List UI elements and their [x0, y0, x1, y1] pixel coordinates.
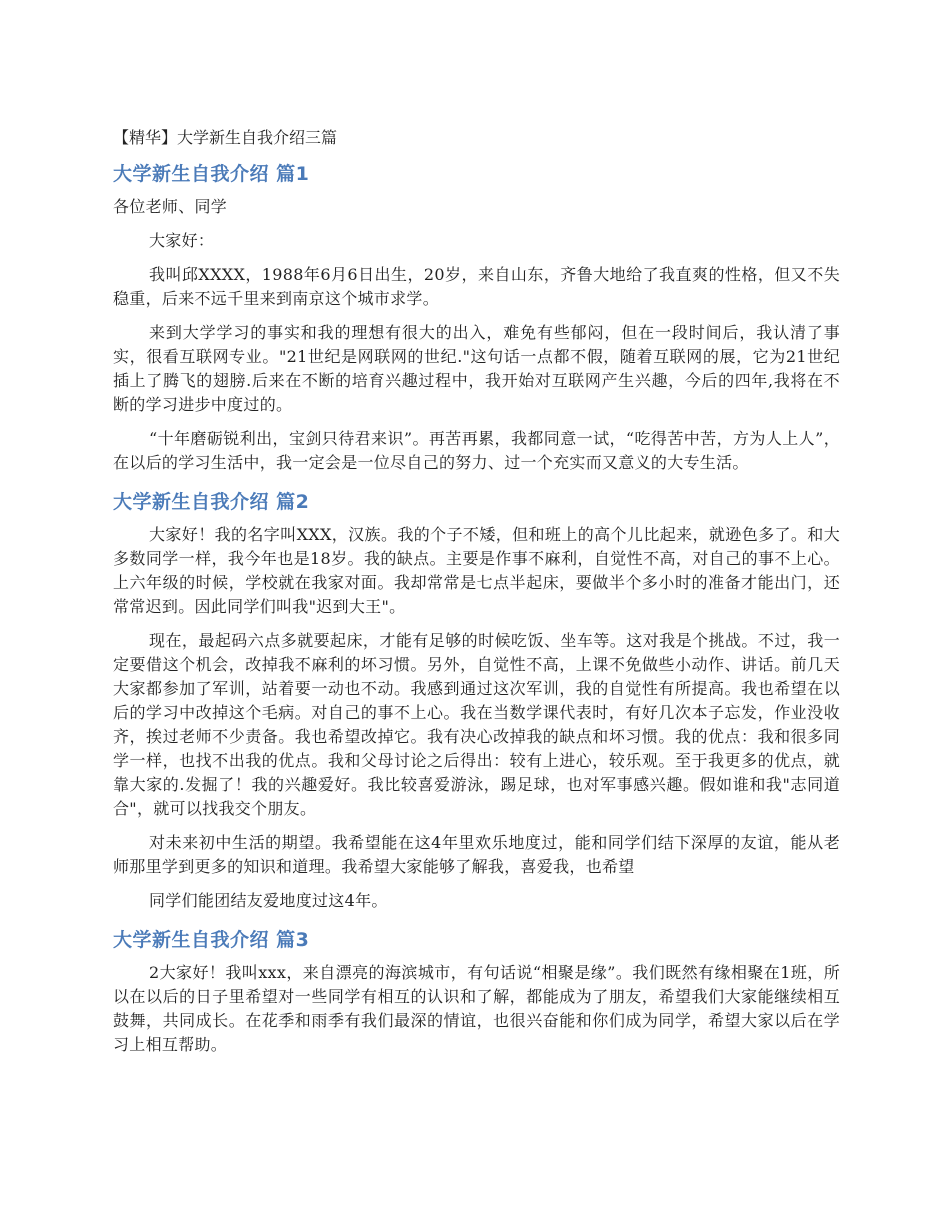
section-heading-2: 大学新生自我介绍 篇2: [113, 491, 310, 513]
paragraph: “十年磨砺锐利出，宝剑只待君来识”。再苦再累，我都同意一试，“吃得苦中苦，方为人上人”，在以后的学习生活中，我一定会是一位尽自己的努力、过一个充实而又意义的大专生活。: [113, 429, 840, 472]
paragraph: 对未来初中生活的期望。我希望能在这4年里欢乐地度过，能和同学们结下深厚的友谊，能从老师那里学到更多的知识和道理。我希望大家能够了解我，喜爱我，也希望: [113, 833, 840, 876]
greeting: 大家好：: [149, 231, 215, 250]
paragraph: 来到大学学习的事实和我的理想有很大的出入，难免有些郁闷，但在一段时间后，我认清了事实，很看互联网专业。"21世纪是网联网的世纪."这句话一点都不假，随着互联网的展，它为21世纪插上了腾飞的翅膀.后来在不断的培育兴趣过程中，我开始对互联网产生兴趣，今后的四年,我将在不断的学习进步中度过的。: [113, 323, 840, 414]
paragraph: 同学们能团结友爱地度过这4年。: [149, 891, 388, 910]
document-page: [113, 125, 840, 1067]
paragraph: 2大家好！我叫xxx，来自漂亮的海滨城市，有句话说“相聚是缘”。我们既然有缘相聚在1班，所以在以后的日子里希望对一些同学有相互的认识和了解，都能成为了朋友，希望我们大家能继续相互鼓舞，共同成长。在花季和雨季有我们最深的情谊，也很兴奋能和你们成为同学，希望大家以后在学习上相互帮助。: [113, 963, 840, 1054]
section-heading-1: 大学新生自我介绍 篇1: [113, 163, 310, 185]
paragraph: 我叫邱XXXX，1988年6月6日出生，20岁，来自山东，齐鲁大地给了我直爽的性格，但又不失稳重，后来不远千里来到南京这个城市求学。: [113, 265, 840, 308]
document-title: 【精华】大学新生自我介绍三篇: [113, 128, 338, 147]
paragraph: 大家好！我的名字叫XXX，汉族。我的个子不矮，但和班上的高个儿比起来，就逊色多了。和大多数同学一样，我今年也是18岁。我的缺点。主要是作事不麻利，自觉性不高，对自己的事不上心。上六年级的时候，学校就在我家对面。我却常常是七点半起床，要做半个多小时的准备才能出门，还常常迟到。因此同学们叫我"迟到大王"。: [113, 525, 840, 616]
section-heading-3: 大学新生自我介绍 篇3: [113, 929, 310, 951]
salutation: 各位老师、同学: [113, 197, 228, 216]
paragraph: 现在，最起码六点多就要起床，才能有足够的时候吃饭、坐车等。这对我是个挑战。不过，我一定要借这个机会，改掉我不麻利的坏习惯。另外，自觉性不高，上课不免做些小动作、讲话。前几天大家都参加了军训，站着要一动也不动。我感到通过这次军训，我的自觉性有所提高。我也希望在以后的学习中改掉这个毛病。对自己的事不上心。我在当数学课代表时，有好几次本子忘发，作业没收齐，挨过老师不少责备。我也希望改掉它。我有决心改掉我的缺点和坏习惯。我的优点：我和很多同学一样，也找不出我的优点。我和父母讨论之后得出：较有上进心，较乐观。至于我更多的优点，就靠大家的.发掘了！我的兴趣爱好。我比较喜爱游泳，踢足球，也对军事感兴趣。假如谁和我"志同道合"，就可以找我交个朋友。: [113, 631, 840, 818]
